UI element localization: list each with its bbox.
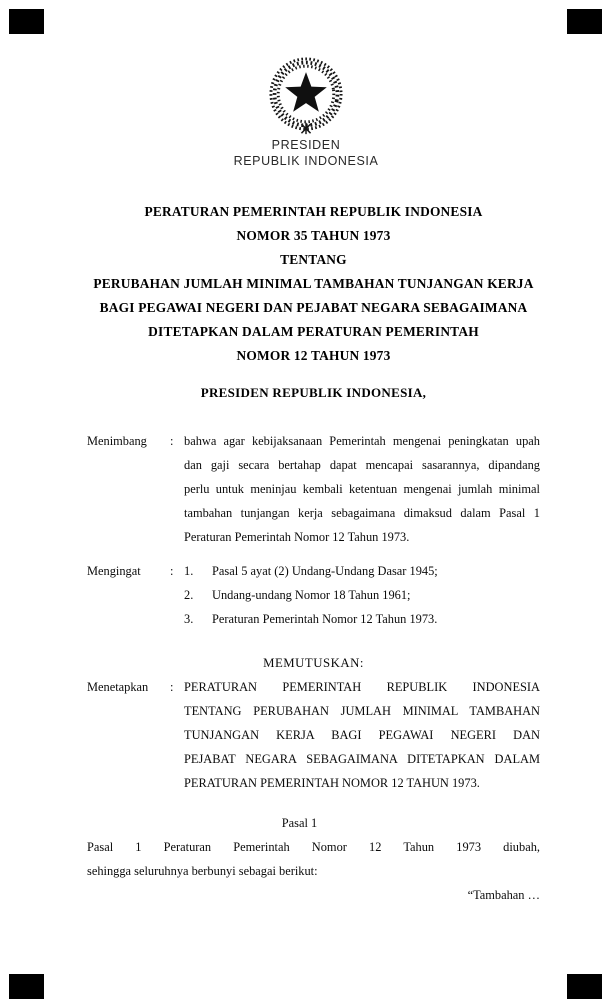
mengingat-body [184, 559, 540, 631]
paragraph-line: PERATURAN PEMERINTAH REPUBLIK INDONESIA [184, 680, 540, 694]
paragraph-line: perlu untuk meninjau kembali ketentuan mengenai jumlah minimal [184, 482, 540, 496]
decision-block [87, 651, 540, 795]
paragraph-line: PEJABAT NEGARA SEBAGAIMANA DITETAPKAN DALAM [184, 752, 540, 766]
corner-mark-bottom-right [567, 974, 602, 999]
title-line: DITETAPKAN DALAM PERATURAN PEMERINTAH [148, 324, 479, 339]
corner-mark-top-left [9, 9, 44, 34]
pasal-1-heading: Pasal 1 [281, 816, 318, 830]
corner-mark-bottom-left [9, 974, 44, 999]
list-item-text: Pasal 5 ayat (2) Undang-Undang Dasar 1945; [212, 564, 438, 578]
paragraph-line: Pasal 1 Peraturan Pemerintah Nomor 12 Tahun 1973 diubah, [87, 840, 540, 854]
salutation-heading: PRESIDEN REPUBLIK INDONESIA, [200, 385, 427, 400]
page-catchword: “Tambahan … [467, 888, 540, 902]
title-line: PERUBAHAN JUMLAH MINIMAL TAMBAHAN TUNJANGAN KERJA [93, 276, 534, 291]
title-line: TENTANG [280, 252, 347, 267]
paragraph-line: tambahan tunjangan kerja sebagaimana dimaksud dalam Pasal 1 [184, 506, 540, 520]
memutuskan-heading: MEMUTUSKAN: [263, 656, 364, 670]
title-line: BAGI PEGAWAI NEGERI DAN PEJABAT NEGARA SEBAGAIMANA [99, 300, 528, 315]
list-item-number: 1. [184, 564, 194, 578]
letterhead-presiden: PRESIDEN [271, 138, 341, 152]
menimbang-body [184, 429, 540, 549]
paragraph-line: Peraturan Pemerintah Nomor 12 Tahun 1973. [184, 530, 410, 544]
list-item [184, 583, 540, 607]
menetapkan-clause [87, 675, 540, 795]
mengingat-label: Mengingat [87, 564, 141, 578]
menetapkan-colon: : [170, 680, 174, 694]
list-item [184, 559, 540, 583]
paragraph-line: dan gaji secara bertahap dapat mencapai sasarannya, dipandang [184, 458, 540, 472]
corner-mark-top-right [567, 9, 602, 34]
menetapkan-body [184, 675, 540, 795]
title-line: NOMOR 12 TAHUN 1973 [236, 348, 391, 363]
list-item-number: 3. [184, 612, 194, 626]
menimbang-colon: : [170, 434, 174, 448]
list-item-text: Peraturan Pemerintah Nomor 12 Tahun 1973. [212, 612, 438, 626]
title-line: NOMOR 35 TAHUN 1973 [236, 228, 391, 243]
paragraph-line: TUNJANGAN KERJA BAGI PEGAWAI NEGERI DAN [184, 728, 540, 742]
paragraph-line: sehingga seluruhnya berbunyi sebagai berikut: [87, 864, 318, 878]
paragraph-line: TENTANG PERUBAHAN JUMLAH MINIMAL TAMBAHAN [184, 704, 540, 718]
list-item [184, 607, 540, 631]
mengingat-clause [87, 559, 540, 631]
regulation-title [87, 200, 540, 368]
mengingat-colon: : [170, 564, 174, 578]
list-item-number: 2. [184, 588, 194, 602]
menimbang-clause [87, 429, 540, 549]
list-item-text: Undang-undang Nomor 18 Tahun 1961; [212, 588, 411, 602]
menetapkan-label: Menetapkan [87, 680, 149, 694]
menimbang-label: Menimbang [87, 434, 147, 448]
letterhead [0, 138, 612, 169]
presidential-star-wreath-emblem-icon [265, 53, 347, 135]
letterhead-republik-indonesia: REPUBLIK INDONESIA [233, 153, 379, 168]
paragraph-line: PERATURAN PEMERINTAH NOMOR 12 TAHUN 1973. [184, 776, 480, 790]
title-line: PERATURAN PEMERINTAH REPUBLIK INDONESIA [144, 204, 483, 219]
pasal-1-section [87, 811, 540, 907]
paragraph-line: bahwa agar kebijaksanaan Pemerintah mengenai peningkatan upah [184, 434, 540, 448]
